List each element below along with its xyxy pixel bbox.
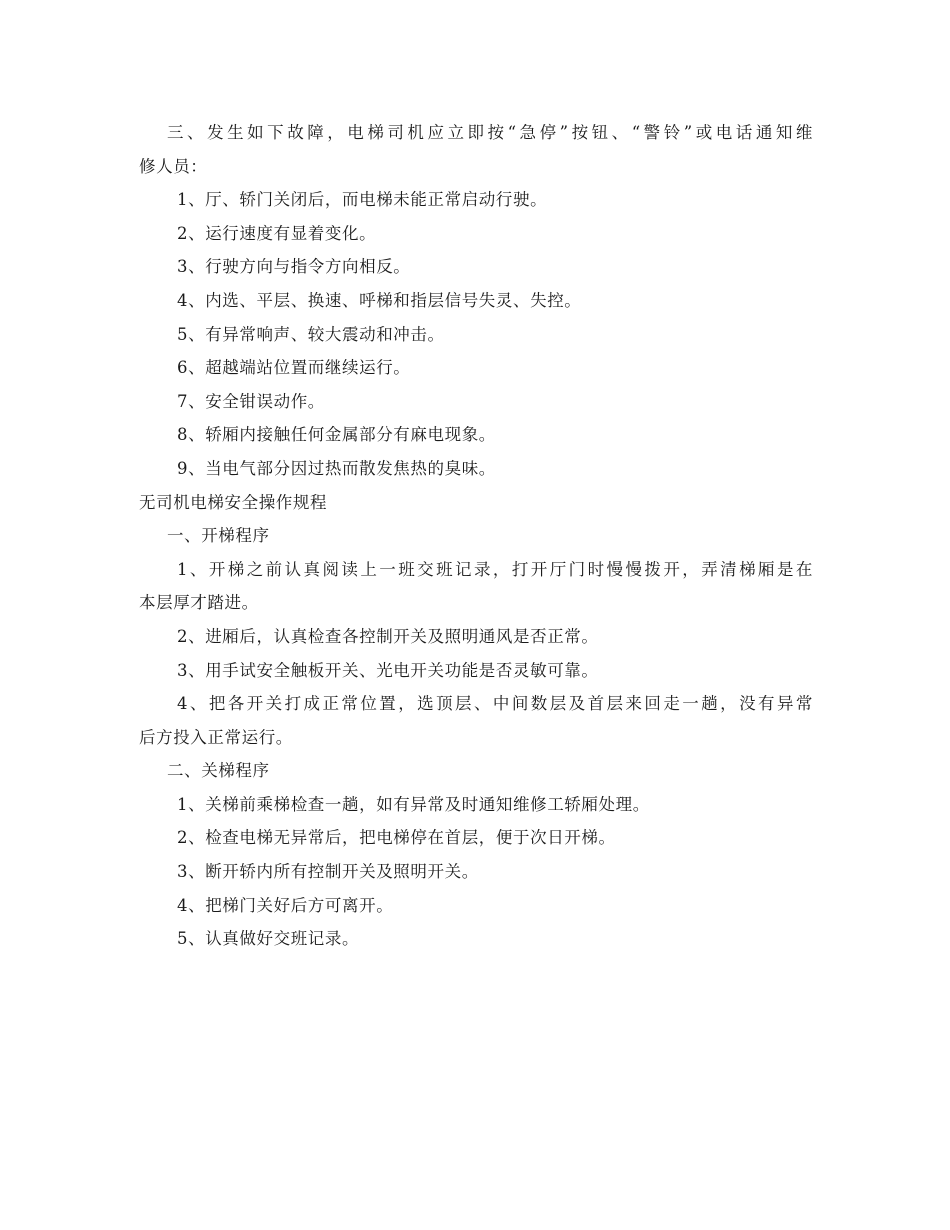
- section-title: 无司机电梯安全操作规程: [139, 492, 328, 512]
- close-item-1: 1、关梯前乘梯检查一趟，如有异常及时通知维修工轿厢处理。: [177, 794, 650, 814]
- close-heading: 二、关梯程序: [167, 761, 270, 781]
- open-item-1-line2: 本层厚才踏进。: [139, 593, 259, 613]
- section3-item-9: 9、当电气部分因过热而散发焦热的臭味。: [177, 458, 496, 478]
- section3-heading-line1: 三、发生如下故障，电梯司机应立即按“急停”按钮、“警铃”或电话通知维: [167, 123, 813, 142]
- close-item-3: 3、断开轿内所有控制开关及照明开关。: [177, 862, 479, 882]
- open-item-1-line1: 1、开梯之前认真阅读上一班交班记录，打开厅门时慢慢拨开，弄清梯厢是在: [177, 559, 813, 579]
- open-item-2: 2、进厢后，认真检查各控制开关及照明通风是否正常。: [177, 626, 599, 646]
- open-item-3: 3、用手试安全触板开关、光电开关功能是否灵敏可靠。: [177, 660, 599, 680]
- close-item-2: 2、检查电梯无异常后，把电梯停在首层，便于次日开梯。: [177, 828, 616, 848]
- open-item-4-line2: 后方投入正常运行。: [139, 727, 293, 747]
- section3-item-2: 2、运行速度有显着变化。: [177, 223, 377, 243]
- section3-item-3: 3、行驶方向与指令方向相反。: [177, 257, 411, 277]
- close-item-4: 4、把梯门关好后方可离开。: [177, 895, 394, 915]
- close-item-5: 5、认真做好交班记录。: [177, 929, 360, 949]
- section3-item-6: 6、超越端站位置而继续运行。: [177, 358, 411, 378]
- section3-item-7: 7、安全钳误动作。: [177, 391, 325, 411]
- document-body: [139, 116, 813, 956]
- section3-item-8: 8、轿厢内接触任何金属部分有麻电现象。: [177, 425, 496, 445]
- open-heading: 一、开梯程序: [167, 526, 270, 546]
- section3-item-5: 5、有异常响声、较大震动和冲击。: [177, 324, 445, 344]
- section3-item-4: 4、内选、平层、换速、呼梯和指层信号失灵、失控。: [177, 290, 582, 310]
- section3-heading-line2: 修人员：: [139, 156, 208, 176]
- section3-item-1: 1、厅、轿门关闭后，而电梯未能正常启动行驶。: [177, 190, 548, 210]
- open-item-4-line1: 4、把各开关打成正常位置，选顶层、中间数层及首层来回走一趟，没有异常: [177, 694, 813, 714]
